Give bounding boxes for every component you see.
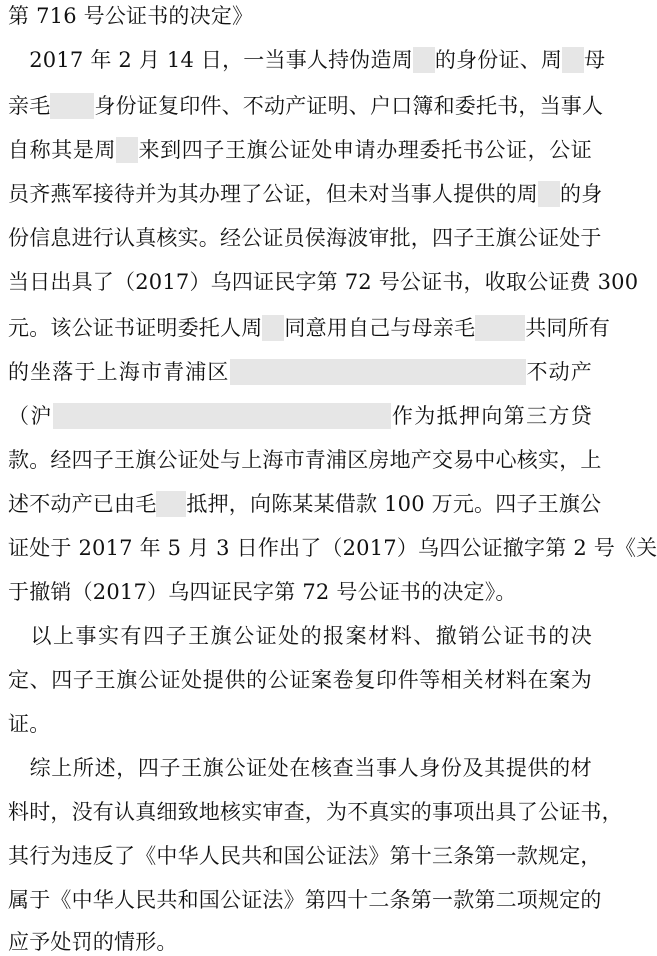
text-line <box>8 136 592 164</box>
text-segment: 定、四子王旗公证处提供的公证案卷复印件等相关材料在案为 <box>8 668 592 692</box>
text-line <box>8 314 611 342</box>
text-segment: 款。经四子王旗公证处与上海市青浦区房地产交易中心核实，上 <box>8 448 602 472</box>
text-segment: 证处于 2017 年 5 月 3 日作出了（2017）乌四公证撤字第 2 号《关 <box>8 536 657 560</box>
text-segment: 亲毛 <box>8 94 51 118</box>
text-segment: 其行为违反了《中华人民共和国公证法》第十三条第一款规定， <box>8 844 602 868</box>
text-line <box>8 578 592 606</box>
text-line <box>8 798 623 826</box>
text-line <box>8 358 592 386</box>
text-line <box>8 842 602 870</box>
text-segment: 于撤销（2017）乌四证民字第 72 号公证书的决定》。 <box>8 580 517 604</box>
text-segment: 应予处罚的情形。 <box>8 930 178 954</box>
text-segment: 份信息进行认真核实。经公证员侯海波审批，四子王旗公证处于 <box>8 226 602 250</box>
text-segment: 作为抵押向第三方贷 <box>390 404 592 428</box>
text-segment: 2017 年 2 月 14 日，一当事人持伪造周 <box>8 48 413 72</box>
text-segment: 料时，没有认真细致地核实审查，为不真实的事项出具了公证书， <box>8 800 623 824</box>
text-segment: 以上事实有四子王旗公证处的报案材料、撤销公证书的决 <box>8 624 592 648</box>
text-line <box>8 886 602 914</box>
text-segment: 的身 <box>560 182 603 206</box>
text-line <box>8 224 602 252</box>
redaction-block <box>230 359 526 385</box>
redaction-block <box>53 403 391 429</box>
text-segment: 元。该公证书证明委托人周 <box>8 316 263 340</box>
text-segment: 的坐落于上海市青浦区 <box>8 360 230 384</box>
text-line <box>8 268 639 296</box>
text-line <box>8 92 604 120</box>
redaction-block <box>475 315 525 341</box>
text-line <box>8 490 602 518</box>
text-line <box>8 46 606 74</box>
redaction-block <box>413 47 435 73</box>
text-line <box>8 710 592 738</box>
text-segment: 综上所述，四子王旗公证处在核查当事人身份及其提供的材 <box>8 756 592 780</box>
text-segment: 来到四子王旗公证处申请办理委托书公证，公证 <box>138 138 592 162</box>
text-segment: 的身份证、周 <box>434 48 563 72</box>
text-segment: 第 716 号公证书的决定》 <box>8 4 254 28</box>
text-segment: 母 <box>584 48 606 72</box>
text-segment: 证。 <box>8 712 51 736</box>
text-segment: 述不动产已由毛 <box>8 492 157 516</box>
redaction-block <box>116 137 138 163</box>
text-line <box>8 534 657 562</box>
text-segment: 不动产 <box>525 360 592 384</box>
redaction-block <box>156 491 186 517</box>
redaction-block <box>538 181 560 207</box>
text-segment: 自称其是周 <box>8 138 117 162</box>
text-line <box>8 666 592 694</box>
redaction-block <box>262 315 284 341</box>
text-segment: 抵押，向陈某某借款 100 万元。四子王旗公 <box>186 492 602 516</box>
text-line <box>8 402 592 430</box>
text-line <box>8 180 603 208</box>
text-line <box>8 2 592 30</box>
text-line <box>8 446 602 474</box>
text-segment: （沪 <box>8 404 53 428</box>
text-line <box>8 622 592 650</box>
redaction-block <box>50 93 94 119</box>
text-segment: 属于《中华人民共和国公证法》第四十二条第一款第二项规定的 <box>8 888 602 912</box>
text-segment: 共同所有 <box>525 316 611 340</box>
text-segment: 当日出具了（2017）乌四证民字第 72 号公证书，收取公证费 300 <box>8 270 639 294</box>
text-line <box>8 754 592 782</box>
text-line <box>8 928 592 956</box>
redaction-block <box>562 47 584 73</box>
text-segment: 身份证复印件、不动产证明、户口簿和委托书，当事人 <box>94 94 604 118</box>
text-segment: 员齐燕军接待并为其办理了公证，但未对当事人提供的周 <box>8 182 538 206</box>
text-segment: 同意用自己与母亲毛 <box>284 316 476 340</box>
